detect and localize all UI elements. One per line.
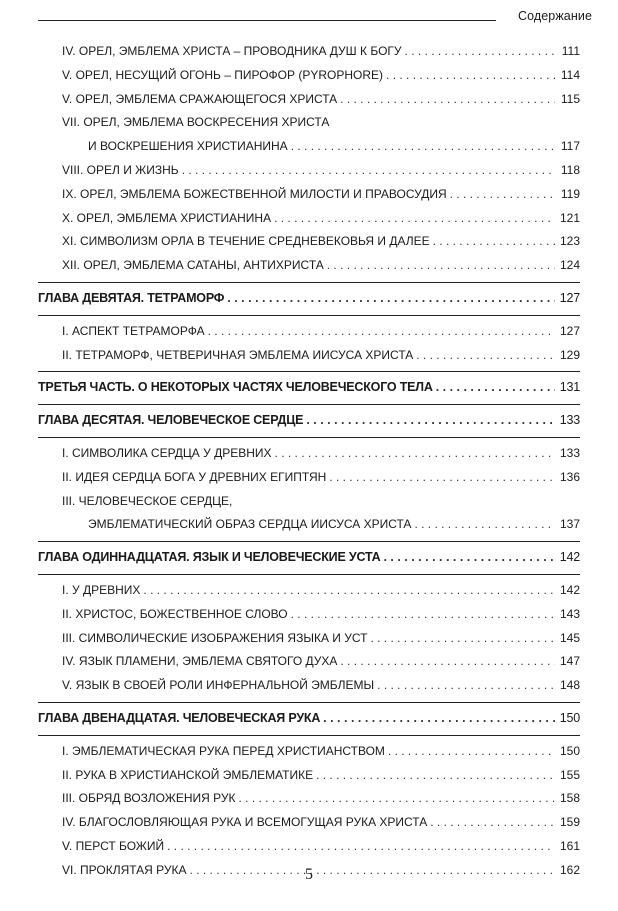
chapter-label: ГЛАВА ДВЕНАДЦАТАЯ. ЧЕЛОВЕЧЕСКАЯ РУКА xyxy=(38,710,321,725)
entry-page: 147 xyxy=(559,654,580,669)
toc-entry xyxy=(38,442,580,466)
entry-page: 114 xyxy=(560,67,580,82)
toc-entry xyxy=(38,207,580,231)
dot-leader xyxy=(416,344,555,368)
entry-label: XI. СИМВОЛИЗМ ОРЛА В ТЕЧЕНИЕ СРЕДНЕВЕКОВЬЯ И ДАЛЕЕ xyxy=(62,234,430,249)
dot-leader xyxy=(377,674,555,698)
toc-entry xyxy=(38,627,580,651)
toc-entry xyxy=(38,320,580,344)
toc-entry xyxy=(38,603,580,627)
section-divider xyxy=(38,404,580,405)
toc-entry xyxy=(38,88,580,112)
dot-leader xyxy=(143,579,555,603)
toc-chapter-entry xyxy=(38,546,580,570)
entry-page: 150 xyxy=(559,710,580,725)
toc-entry xyxy=(38,159,580,183)
toc-entry xyxy=(38,787,580,811)
dot-leader xyxy=(329,466,555,490)
section-divider xyxy=(38,315,580,316)
toc-entry xyxy=(38,579,580,603)
entry-page: 121 xyxy=(559,210,580,225)
entry-page: 111 xyxy=(561,44,580,58)
entry-label: I. ЭМБЛЕМАТИЧЕСКАЯ РУКА ПЕРЕД ХРИСТИАНСТВОМ xyxy=(62,743,385,758)
dot-leader xyxy=(316,764,555,788)
toc-chapter-entry xyxy=(38,409,580,433)
toc-entry xyxy=(38,344,580,368)
entry-label: III. ОБРЯД ВОЗЛОЖЕНИЯ РУК xyxy=(62,791,236,806)
entry-page: 159 xyxy=(559,815,580,830)
entry-label: V. ЯЗЫК В СВОЕЙ РОЛИ ИНФЕРНАЛЬНОЙ ЭМБЛЕМЫ xyxy=(62,678,375,693)
entry-label: IV. ОРЕЛ, ЭМБЛЕМА ХРИСТА – ПРОВОДНИКА ДУШ К БОГУ xyxy=(62,44,402,58)
dot-leader xyxy=(274,207,555,231)
entry-label: II. ХРИСТОС, БОЖЕСТВЕННОЕ СЛОВО xyxy=(62,606,288,621)
dot-leader xyxy=(340,650,555,674)
toc-entry xyxy=(38,135,580,159)
entry-label: I. СИМВОЛИКА СЕРДЦА У ДРЕВНИХ xyxy=(62,445,272,460)
dot-leader xyxy=(383,546,555,570)
entry-label: III. СИМВОЛИЧЕСКИЕ ИЗОБРАЖЕНИЯ ЯЗЫКА И УСТ xyxy=(62,630,368,645)
section-divider xyxy=(38,735,580,736)
dot-leader xyxy=(388,740,555,764)
toc-entry xyxy=(38,466,580,490)
toc-entry xyxy=(38,513,580,537)
toc-entry xyxy=(38,740,580,764)
entry-page: 124 xyxy=(559,258,580,273)
toc-entry xyxy=(38,650,580,674)
section-divider xyxy=(38,282,580,283)
entry-label: I. АСПЕКТ ТЕТРАМОРФА xyxy=(62,323,205,338)
dot-leader xyxy=(430,811,555,835)
entry-label: IV. ЯЗЫК ПЛАМЕНИ, ЭМБЛЕМА СВЯТОГО ДУХА xyxy=(62,654,338,669)
dot-leader xyxy=(433,230,555,254)
part-label: ТРЕТЬЯ ЧАСТЬ. О НЕКОТОРЫХ ЧАСТЯХ ЧЕЛОВЕЧЕСКОГО ТЕЛА xyxy=(38,380,433,395)
chapter-label: ГЛАВА ДЕВЯТАЯ. ТЕТРАМОРФ xyxy=(38,290,225,305)
entry-label: IV. БЛАГОСЛОВЛЯЮЩАЯ РУКА И ВСЕМОГУЩАЯ РУКА ХРИСТА xyxy=(62,815,428,830)
toc-entry xyxy=(38,64,580,88)
entry-page: 127 xyxy=(559,290,580,305)
entry-page: 150 xyxy=(559,743,580,758)
dot-leader xyxy=(327,254,555,278)
entry-page: 142 xyxy=(559,550,580,565)
entry-page: 148 xyxy=(559,678,580,693)
entry-label: И ВОСКРЕШЕНИЯ ХРИСТИАНИНА xyxy=(88,139,288,154)
toc-entry xyxy=(38,674,580,698)
dot-leader xyxy=(450,183,555,207)
entry-page: 155 xyxy=(559,767,580,782)
entry-page: 142 xyxy=(559,582,580,597)
entry-page: 127 xyxy=(559,323,580,338)
toc-entry xyxy=(38,835,580,859)
entry-page: 117 xyxy=(560,139,580,154)
dot-leader xyxy=(370,627,555,651)
entry-page: 123 xyxy=(559,234,580,249)
toc-entry xyxy=(38,764,580,788)
entry-label: II. ИДЕЯ СЕРДЦА БОГА У ДРЕВНИХ ЕГИПТЯН xyxy=(62,469,327,484)
entry-label: V. ОРЕЛ, ЭМБЛЕМА СРАЖАЮЩЕГОСЯ ХРИСТА xyxy=(62,91,338,106)
entry-page: 143 xyxy=(559,606,580,621)
toc-chapter-entry xyxy=(38,707,580,731)
entry-page: 115 xyxy=(560,91,580,106)
dot-leader xyxy=(414,513,555,537)
dot-leader xyxy=(405,40,555,64)
dot-leader xyxy=(306,409,555,433)
dot-leader xyxy=(167,835,555,859)
entry-page: 145 xyxy=(559,630,580,645)
section-divider xyxy=(38,371,580,372)
toc-chapter-entry xyxy=(38,287,580,311)
entry-label: I. У ДРЕВНИХ xyxy=(62,582,141,597)
entry-label: IX. ОРЕЛ, ЭМБЛЕМА БОЖЕСТВЕННОЙ МИЛОСТИ И ПРАВОСУДИЯ xyxy=(62,186,447,201)
entry-label: VI. ПРОКЛЯТАЯ РУКА xyxy=(62,862,187,877)
section-divider xyxy=(38,541,580,542)
toc-entry xyxy=(38,811,580,835)
toc-part-entry xyxy=(38,376,580,400)
entry-page: 119 xyxy=(560,186,580,201)
dot-leader xyxy=(323,707,555,731)
running-title: Содержание xyxy=(517,9,592,23)
entry-page: 133 xyxy=(559,445,580,460)
toc-entry xyxy=(38,254,580,278)
entry-page: 158 xyxy=(559,791,580,806)
dot-leader xyxy=(238,787,555,811)
entry-page: 161 xyxy=(559,838,580,853)
chapter-label: ГЛАВА ДЕСЯТАЯ. ЧЕЛОВЕЧЕСКОЕ СЕРДЦЕ xyxy=(38,413,304,428)
entry-label: II. РУКА В ХРИСТИАНСКОЙ ЭМБЛЕМАТИКЕ xyxy=(62,767,314,782)
page-number: 5 xyxy=(305,866,313,883)
dot-leader xyxy=(291,135,555,159)
toc-entry xyxy=(38,183,580,207)
toc-entry xyxy=(38,40,580,64)
entry-label: X. ОРЕЛ, ЭМБЛЕМА ХРИСТИАНИНА xyxy=(62,210,272,225)
entry-label: ЭМБЛЕМАТИЧЕСКИЙ ОБРАЗ СЕРДЦА ИИСУСА ХРИСТА xyxy=(88,517,412,532)
running-head xyxy=(38,6,592,26)
header-rule xyxy=(38,20,496,21)
entry-page: 118 xyxy=(560,162,580,177)
entry-label: II. ТЕТРАМОРФ, ЧЕТВЕРИЧНАЯ ЭМБЛЕМА ИИСУСА ХРИСТА xyxy=(62,347,414,362)
entry-label-line1: VII. ОРЕЛ, ЭМБЛЕМА ВОСКРЕСЕНИЯ ХРИСТА xyxy=(62,115,330,130)
entry-page: 133 xyxy=(559,413,580,428)
table-of-contents xyxy=(38,40,580,883)
entry-label: V. ОРЕЛ, НЕСУЩИЙ ОГОНЬ – ПИРОФОР (PYROPHORE) xyxy=(62,67,384,82)
entry-page: 137 xyxy=(559,517,580,532)
dot-leader xyxy=(291,603,555,627)
entry-page: 129 xyxy=(559,347,580,362)
section-divider xyxy=(38,437,580,438)
chapter-label: ГЛАВА ОДИННАДЦАТАЯ. ЯЗЫК И ЧЕЛОВЕЧЕСКИЕ УСТА xyxy=(38,550,381,565)
toc-entry xyxy=(38,230,580,254)
dot-leader xyxy=(436,376,555,400)
entry-page: 131 xyxy=(559,380,580,395)
dot-leader xyxy=(208,320,555,344)
entry-label-line1: III. ЧЕЛОВЕЧЕСКОЕ СЕРДЦЕ, xyxy=(62,493,233,508)
dot-leader xyxy=(340,88,555,112)
dot-leader xyxy=(227,287,555,311)
section-divider xyxy=(38,574,580,575)
entry-page: 162 xyxy=(559,862,580,877)
entry-page: 136 xyxy=(559,469,580,484)
entry-label: XII. ОРЕЛ, ЭМБЛЕМА САТАНЫ, АНТИХРИСТА xyxy=(62,258,324,273)
section-divider xyxy=(38,702,580,703)
dot-leader xyxy=(386,64,555,88)
dot-leader xyxy=(275,442,555,466)
dot-leader xyxy=(182,159,555,183)
entry-label: VIII. ОРЕЛ И ЖИЗНЬ xyxy=(62,162,179,177)
entry-label: V. ПЕРСТ БОЖИЙ xyxy=(62,838,165,853)
